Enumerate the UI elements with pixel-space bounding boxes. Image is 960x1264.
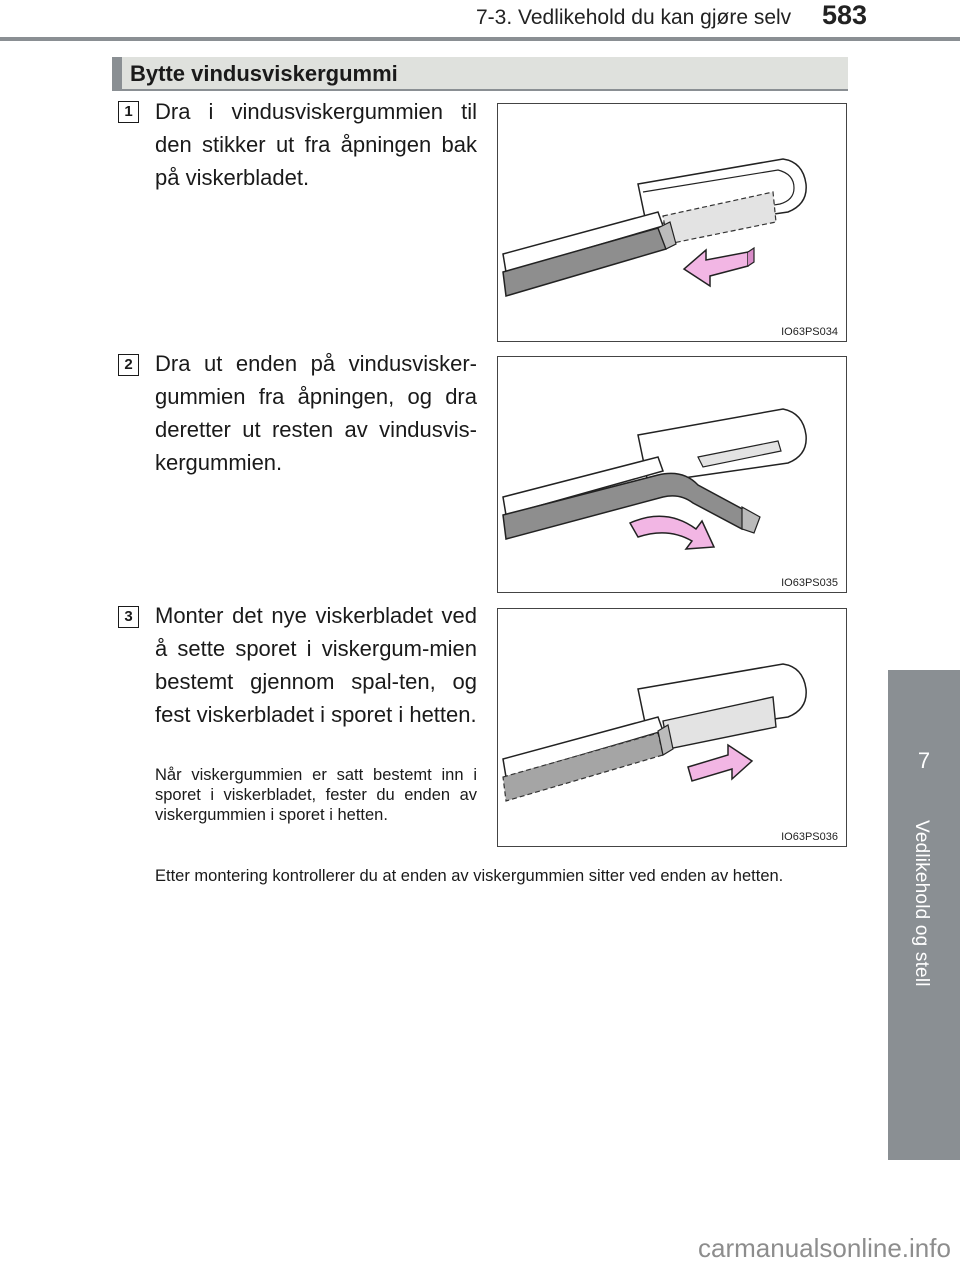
chapter-tab-label: Vedlikehold og stell xyxy=(911,820,932,987)
step-note-3: Når viskergummien er satt bestemt inn i sporet i viskerbladet, fester du enden av viskergummien i sporet i hetten. xyxy=(155,766,477,824)
chapter-tab-number: 7 xyxy=(917,748,931,773)
wiper-illustration-3 xyxy=(498,609,845,845)
figure-step-2 xyxy=(497,356,847,593)
header-section-title: 7-3. Vedlikehold du kan gjøre selv xyxy=(476,6,792,29)
final-note: Etter montering kontrollerer du at enden av viskergummien sitter ved enden av hetten. xyxy=(155,867,784,885)
step-number-2: 2 xyxy=(118,354,139,376)
chapter-tab xyxy=(888,670,960,1160)
step-number-1: 1 xyxy=(118,101,139,123)
figure-step-1 xyxy=(497,103,847,342)
section-title: Bytte vindusviskergummi xyxy=(130,61,398,86)
step-text-2: Dra ut enden på vindusvisker-gummien fra åpningen, og dra deretter ut resten av vindusvis-kergummien. xyxy=(155,351,477,475)
step-text-3: Monter det nye viskerbladet ved å sette sporet i viskergum-mien bestemt gjennom spal-ten, og fest viskerbladet i sporet i hetten. xyxy=(155,603,477,727)
wiper-illustration-2 xyxy=(498,357,845,591)
figure-code-2: IO63PS035 xyxy=(781,577,838,589)
figure-code-1: IO63PS034 xyxy=(781,326,838,338)
watermark: carmanualsonline.info xyxy=(698,1233,951,1263)
figure-step-3 xyxy=(497,608,847,847)
step-number-3: 3 xyxy=(118,606,139,628)
step-text-1: Dra i vindusviskergummien til den stikker ut fra åpningen bak på viskerbladet. xyxy=(155,99,477,190)
section-title-bar xyxy=(112,57,848,91)
page-number: 583 xyxy=(822,0,868,30)
wiper-illustration-1 xyxy=(498,104,845,340)
figure-code-3: IO63PS036 xyxy=(781,831,838,843)
header-rule xyxy=(0,37,960,41)
